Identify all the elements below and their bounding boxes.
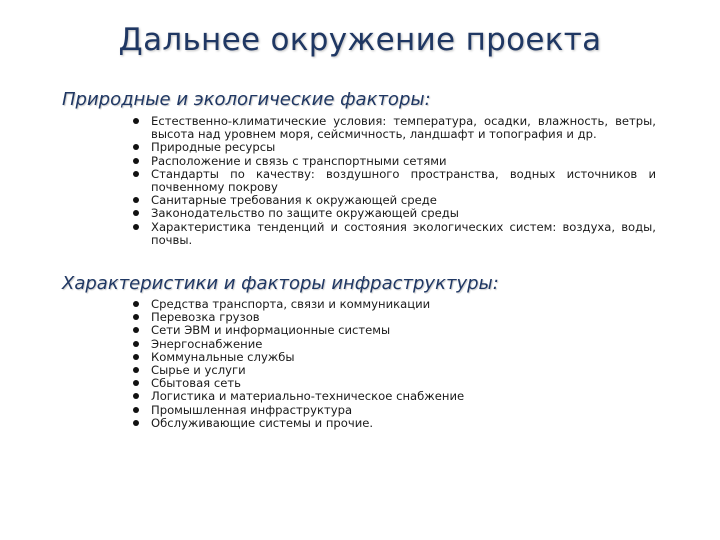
list-item-text: Средства транспорта, связи и коммуникации bbox=[151, 297, 431, 311]
list-item-text: Законодательство по защите окружающей среды bbox=[151, 206, 459, 221]
bullet-icon bbox=[133, 354, 139, 360]
bullet-icon bbox=[133, 144, 139, 150]
section-heading-natural-factors: Природные и экологические факторы: bbox=[62, 89, 431, 110]
list-item bbox=[131, 115, 656, 141]
infrastructure-list bbox=[131, 298, 656, 430]
bullet-icon bbox=[133, 393, 139, 399]
list-item-text: Логистика и материально-техническое снабжение bbox=[151, 389, 465, 404]
bullet-icon bbox=[133, 407, 139, 413]
list-item-text: Сети ЭВМ и информационные системы bbox=[151, 323, 391, 338]
list-item-text: Санитарные требования к окружающей среде bbox=[151, 193, 437, 208]
list-item-text: Энергоснабжение bbox=[151, 336, 263, 351]
list-item-text: Сбытовая сеть bbox=[151, 376, 241, 391]
bullet-icon bbox=[133, 158, 139, 164]
bullet-icon bbox=[133, 301, 139, 307]
list-item-text: Сырье и услуги bbox=[151, 363, 246, 378]
list-item-text: Характеристика тенденций и состояния экологических систем: воздуха, воды, почвы. bbox=[151, 219, 656, 247]
list-item-text: Обслуживающие системы и прочие. bbox=[151, 415, 374, 430]
bullet-icon bbox=[133, 224, 139, 230]
bullet-icon bbox=[133, 341, 139, 347]
list-item-text: Коммунальные службы bbox=[151, 349, 295, 364]
bullet-icon bbox=[133, 380, 139, 386]
bullet-icon bbox=[133, 327, 139, 333]
list-item-text: Перевозка грузов bbox=[151, 310, 260, 325]
section-heading-infrastructure: Характеристики и факторы инфраструктуры: bbox=[62, 273, 499, 294]
list-item bbox=[131, 221, 656, 247]
list-item-text: Расположение и связь с транспортными сетями bbox=[151, 153, 447, 168]
slide-title: Дальнее окружение проекта bbox=[118, 22, 602, 58]
list-item-text: Естественно-климатические условия: температура, осадки, влажность, ветры, высота над уровнем моря, сейсмичность, ландшафт и топография и др. bbox=[151, 114, 656, 142]
bullet-icon bbox=[133, 197, 139, 203]
bullet-icon bbox=[133, 210, 139, 216]
bullet-icon bbox=[133, 367, 139, 373]
list-item bbox=[131, 417, 656, 430]
bullet-icon bbox=[133, 314, 139, 320]
list-item bbox=[131, 168, 656, 194]
natural-factors-list bbox=[131, 115, 656, 247]
bullet-icon bbox=[133, 171, 139, 177]
list-item-text: Природные ресурсы bbox=[151, 140, 276, 155]
bullet-icon bbox=[133, 118, 139, 124]
list-item-text: Стандарты по качеству: воздушного пространства, водных источников и почвенному покрову bbox=[151, 166, 656, 195]
bullet-icon bbox=[133, 420, 139, 426]
list-item-text: Промышленная инфраструктура bbox=[151, 402, 353, 417]
